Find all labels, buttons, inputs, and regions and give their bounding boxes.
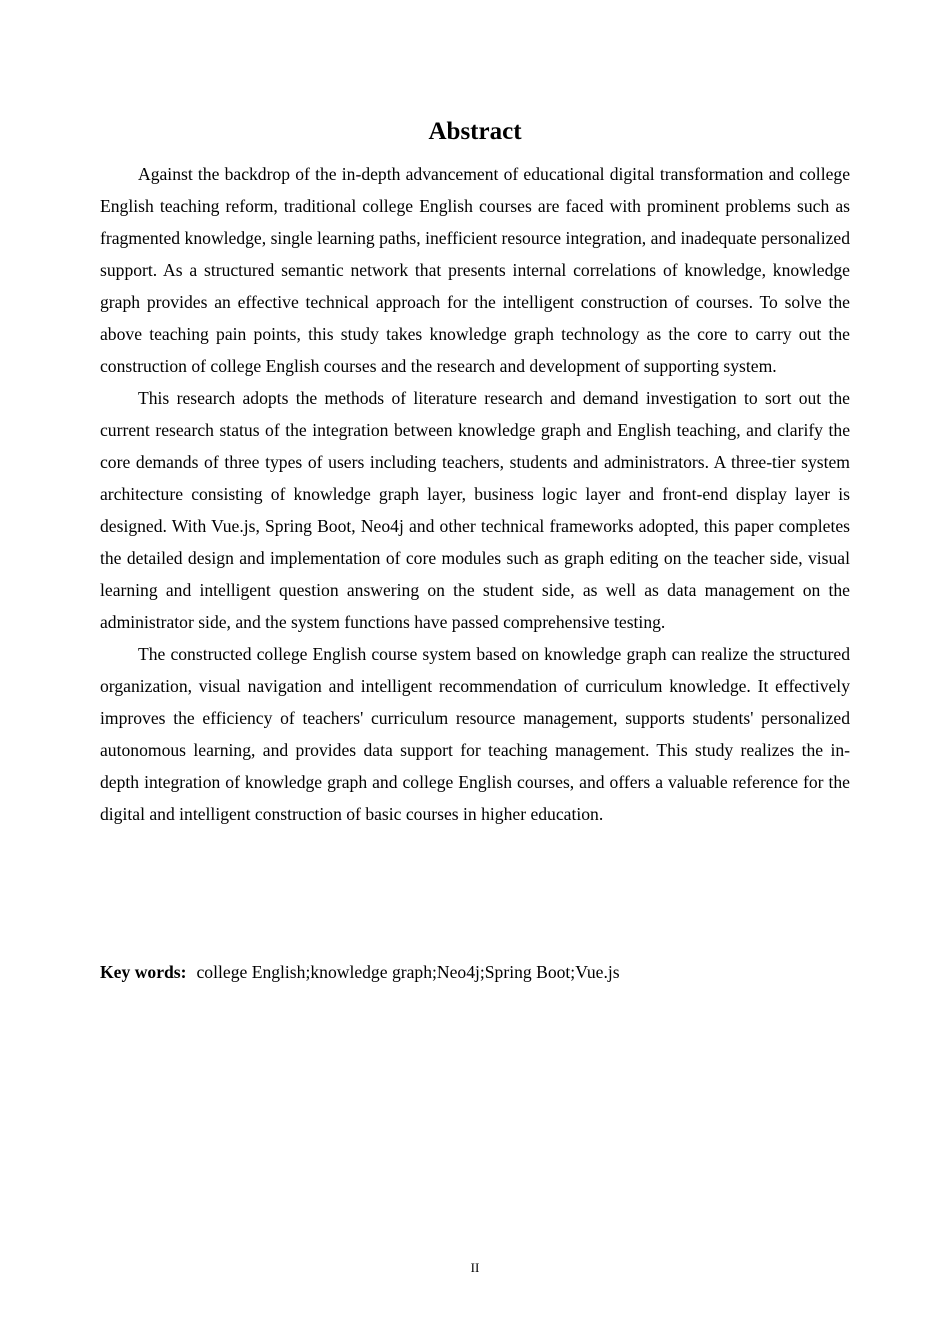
abstract-body <box>100 158 850 830</box>
abstract-paragraph-3: The constructed college English course system based on knowledge graph can realize the structured organization, visual navigation and intelligent recommendation of curriculum knowledge. It effectively improves the efficiency of teachers' curriculum resource management, supports students' personalized autonomous learning, and provides data support for teaching management. This study realizes the in-depth integration of knowledge graph and college English courses, and offers a valuable reference for the digital and intelligent construction of basic courses in higher education. <box>100 644 850 824</box>
page-number: II <box>470 1260 480 1275</box>
keywords-value: college English;knowledge graph;Neo4j;Spring Boot;Vue.js <box>196 962 620 982</box>
abstract-title: Abstract <box>428 118 522 145</box>
keywords-line <box>100 956 850 988</box>
keywords-label: Key words: <box>100 962 187 982</box>
abstract-paragraph-1: Against the backdrop of the in-depth advancement of educational digital transformation and college English teaching reform, traditional college English courses are faced with prominent problems such as fragmented knowledge, single learning paths, inefficient resource integration, and inadequate personalized support. As a structured semantic network that presents internal correlations of knowledge, knowledge graph provides an effective technical approach for the intelligent construction of courses. To solve the above teaching pain points, this study takes knowledge graph technology as the core to carry out the construction of college English courses and the research and development of supporting system. <box>100 164 850 376</box>
abstract-paragraph-2: This research adopts the methods of literature research and demand investigation to sort out the current research status of the integration between knowledge graph and English teaching, and clarify the core demands of three types of users including teachers, students and administrators. A three-tier system architecture consisting of knowledge graph layer, business logic layer and front-end display layer is designed. With Vue.js, Spring Boot, Neo4j and other technical frameworks adopted, this paper completes the detailed design and implementation of core modules such as graph editing on the teacher side, visual learning and intelligent question answering on the student side, as well as data management on the administrator side, and the system functions have passed comprehensive testing. <box>100 388 850 632</box>
